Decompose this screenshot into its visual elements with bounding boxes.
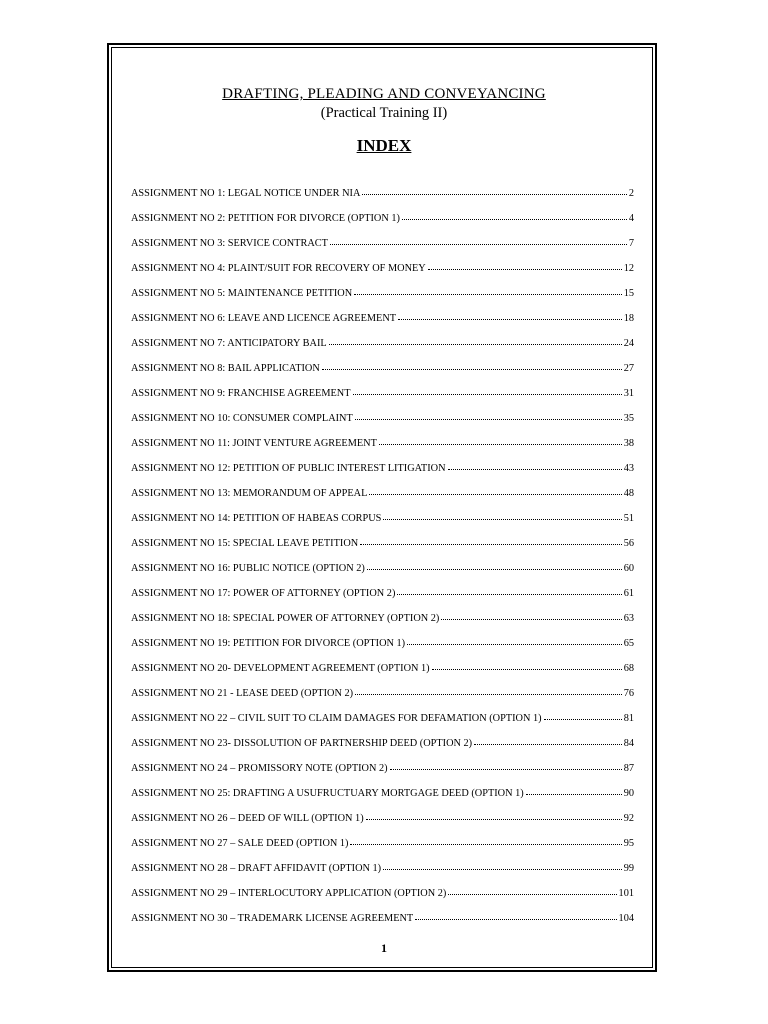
toc-entry-label: ASSIGNMENT NO 20- DEVELOPMENT AGREEMENT (OPTION 1) — [131, 663, 430, 674]
toc-entry-page: 18 — [623, 313, 634, 324]
toc-entry-label: ASSIGNMENT NO 17: POWER OF ATTORNEY (OPTION 2) — [131, 588, 396, 599]
toc-entry[interactable] — [131, 635, 634, 660]
toc-entry[interactable] — [131, 185, 634, 210]
toc-leader-dots — [448, 459, 622, 470]
toc-entry[interactable] — [131, 785, 634, 810]
toc-entry-page: 68 — [623, 663, 634, 674]
toc-entry[interactable] — [131, 410, 634, 435]
toc-entry-page: 51 — [623, 513, 634, 524]
toc-entry-label: ASSIGNMENT NO 11: JOINT VENTURE AGREEMENT — [131, 438, 377, 449]
toc-leader-dots — [526, 784, 622, 795]
toc-entry-label: ASSIGNMENT NO 12: PETITION OF PUBLIC INTEREST LITIGATION — [131, 463, 446, 474]
toc-entry[interactable] — [131, 885, 634, 910]
toc-entry-page: 76 — [623, 688, 634, 699]
toc-entry[interactable] — [131, 835, 634, 860]
index-heading: INDEX — [356, 136, 412, 155]
toc-entry-page: 87 — [623, 763, 634, 774]
toc-entry-page: 92 — [623, 813, 634, 824]
toc-entry-label: ASSIGNMENT NO 15: SPECIAL LEAVE PETITION — [131, 538, 359, 549]
toc-entry-page: 60 — [623, 563, 634, 574]
toc-entry-page: 48 — [623, 488, 634, 499]
toc-entry-page: 84 — [623, 738, 634, 749]
toc-leader-dots — [448, 884, 616, 895]
toc-entry-page: 99 — [623, 863, 634, 874]
toc-entry[interactable] — [131, 735, 634, 760]
toc-entry-page: 4 — [628, 213, 634, 224]
toc-entry-page: 31 — [623, 388, 634, 399]
toc-leader-dots — [432, 659, 622, 670]
toc-entry[interactable] — [131, 560, 634, 585]
toc-leader-dots — [354, 284, 622, 295]
toc-entry[interactable] — [131, 685, 634, 710]
toc-leader-dots — [362, 184, 626, 195]
toc-leader-dots — [379, 434, 622, 445]
toc-entry[interactable] — [131, 760, 634, 785]
toc-entry-page: 27 — [623, 363, 634, 374]
toc-entry-page: 2 — [628, 188, 634, 199]
toc-leader-dots — [322, 359, 622, 370]
toc-entry-page: 63 — [623, 613, 634, 624]
toc-leader-dots — [355, 684, 622, 695]
toc-entry-page: 61 — [623, 588, 634, 599]
toc-entry-label: ASSIGNMENT NO 21 - LEASE DEED (OPTION 2) — [131, 688, 354, 699]
toc-entry-label: ASSIGNMENT NO 13: MEMORANDUM OF APPEAL — [131, 488, 368, 499]
toc-entry[interactable] — [131, 535, 634, 560]
toc-leader-dots — [441, 609, 621, 620]
toc-entry-label: ASSIGNMENT NO 7: ANTICIPATORY BAIL — [131, 338, 327, 349]
toc-entry[interactable] — [131, 710, 634, 735]
toc-entry-label: ASSIGNMENT NO 10: CONSUMER COMPLAINT — [131, 413, 353, 424]
toc-leader-dots — [428, 259, 622, 270]
toc-entry-page: 56 — [623, 538, 634, 549]
toc-leader-dots — [330, 234, 627, 245]
toc-leader-dots — [383, 509, 621, 520]
toc-entry-label: ASSIGNMENT NO 6: LEAVE AND LICENCE AGREEMENT — [131, 313, 397, 324]
toc-entry[interactable] — [131, 910, 634, 935]
toc-entry-page: 90 — [623, 788, 634, 799]
toc-entry-page: 35 — [623, 413, 634, 424]
toc-entry[interactable] — [131, 335, 634, 360]
toc-leader-dots — [369, 484, 621, 495]
toc-entry-label: ASSIGNMENT NO 4: PLAINT/SUIT FOR RECOVERY OF MONEY — [131, 263, 426, 274]
toc-entry[interactable] — [131, 210, 634, 235]
toc-entry[interactable] — [131, 285, 634, 310]
toc-entry-label: ASSIGNMENT NO 3: SERVICE CONTRACT — [131, 238, 328, 249]
toc-entry-label: ASSIGNMENT NO 24 – PROMISSORY NOTE (OPTION 2) — [131, 763, 388, 774]
toc-entry-label: ASSIGNMENT NO 30 – TRADEMARK LICENSE AGREEMENT — [131, 913, 414, 924]
toc-entry-label: ASSIGNMENT NO 26 – DEED OF WILL (OPTION 1) — [131, 813, 364, 824]
toc-leader-dots — [360, 534, 622, 545]
toc-entry[interactable] — [131, 660, 634, 685]
toc-leader-dots — [544, 709, 622, 720]
toc-leader-dots — [398, 309, 622, 320]
toc-leader-dots — [383, 859, 622, 870]
toc-entry-label: ASSIGNMENT NO 2: PETITION FOR DIVORCE (OPTION 1) — [131, 213, 400, 224]
toc-entry-page: 65 — [623, 638, 634, 649]
toc-entry[interactable] — [131, 310, 634, 335]
toc-entry-label: ASSIGNMENT NO 25: DRAFTING A USUFRUCTUARY MORTGAGE DEED (OPTION 1) — [131, 788, 524, 799]
toc-entry-page: 7 — [628, 238, 634, 249]
toc-entry[interactable] — [131, 510, 634, 535]
toc-entry-label: ASSIGNMENT NO 16: PUBLIC NOTICE (OPTION 2) — [131, 563, 365, 574]
toc-entry-page: 81 — [623, 713, 634, 724]
toc-entry[interactable] — [131, 260, 634, 285]
toc-leader-dots — [397, 584, 621, 595]
toc-entry[interactable] — [131, 860, 634, 885]
toc-leader-dots — [407, 634, 622, 645]
toc-entry-page: 43 — [623, 463, 634, 474]
toc-entry-label: ASSIGNMENT NO 18: SPECIAL POWER OF ATTORNEY (OPTION 2) — [131, 613, 440, 624]
toc-entry[interactable] — [131, 235, 634, 260]
toc-leader-dots — [402, 209, 627, 220]
toc-entry-label: ASSIGNMENT NO 5: MAINTENANCE PETITION — [131, 288, 353, 299]
toc-entry-label: ASSIGNMENT NO 23- DISSOLUTION OF PARTNERSHIP DEED (OPTION 2) — [131, 738, 473, 749]
toc-entry-page: 38 — [623, 438, 634, 449]
toc-entry-page: 95 — [623, 838, 634, 849]
toc-leader-dots — [366, 809, 622, 820]
toc-leader-dots — [353, 384, 622, 395]
toc-entry-label: ASSIGNMENT NO 27 – SALE DEED (OPTION 1) — [131, 838, 349, 849]
document-subtitle: (Practical Training II) — [320, 105, 448, 121]
toc-entry[interactable] — [131, 810, 634, 835]
toc-entry-label: ASSIGNMENT NO 9: FRANCHISE AGREEMENT — [131, 388, 351, 399]
toc-entry[interactable] — [131, 435, 634, 460]
toc-entry-label: ASSIGNMENT NO 8: BAIL APPLICATION — [131, 363, 320, 374]
toc-entry-label: ASSIGNMENT NO 14: PETITION OF HABEAS CORPUS — [131, 513, 382, 524]
toc-entry-label: ASSIGNMENT NO 22 – CIVIL SUIT TO CLAIM DAMAGES FOR DEFAMATION (OPTION 1) — [131, 713, 542, 724]
toc-entry-page: 101 — [618, 888, 634, 899]
toc-entry[interactable] — [131, 360, 634, 385]
toc-entry-page: 104 — [618, 913, 634, 924]
toc-leader-dots — [350, 834, 621, 845]
toc-entry[interactable] — [131, 460, 634, 485]
toc-leader-dots — [329, 334, 622, 345]
toc-entry-label: ASSIGNMENT NO 1: LEGAL NOTICE UNDER NIA — [131, 188, 361, 199]
toc-leader-dots — [367, 559, 622, 570]
toc-leader-dots — [474, 734, 622, 745]
toc-entry-page: 15 — [623, 288, 634, 299]
table-of-contents — [131, 185, 634, 935]
toc-entry[interactable] — [131, 610, 634, 635]
toc-entry-label: ASSIGNMENT NO 19: PETITION FOR DIVORCE (OPTION 1) — [131, 638, 406, 649]
toc-entry-label: ASSIGNMENT NO 28 – DRAFT AFFIDAVIT (OPTION 1) — [131, 863, 382, 874]
toc-entry-page: 24 — [623, 338, 634, 349]
toc-entry[interactable] — [131, 385, 634, 410]
toc-leader-dots — [415, 909, 616, 920]
toc-leader-dots — [355, 409, 622, 420]
document-title: DRAFTING, PLEADING AND CONVEYANCING — [222, 86, 546, 102]
toc-entry-label: ASSIGNMENT NO 29 – INTERLOCUTORY APPLICATION (OPTION 2) — [131, 888, 447, 899]
toc-entry-page: 12 — [623, 263, 634, 274]
toc-entry[interactable] — [131, 585, 634, 610]
toc-entry[interactable] — [131, 485, 634, 510]
page-number: 1 — [381, 941, 387, 955]
toc-leader-dots — [390, 759, 622, 770]
